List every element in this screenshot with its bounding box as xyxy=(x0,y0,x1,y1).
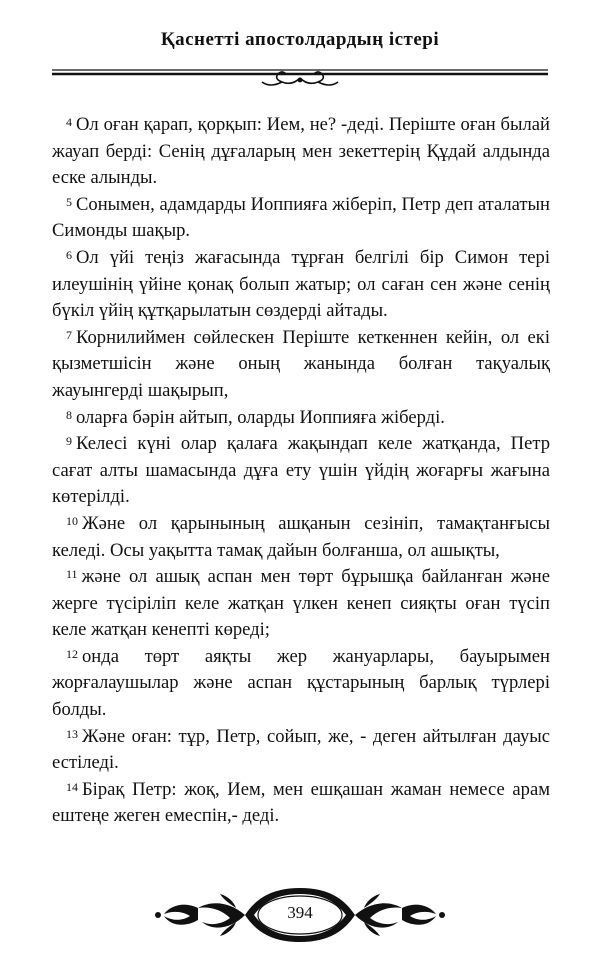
page-number: 394 xyxy=(287,903,313,922)
verse xyxy=(52,644,550,724)
verse-text: Бірақ Петр: жоқ, Ием, мен ешқашан жаман немесе арам ештеңе жеген емеспін,- деді. xyxy=(52,778,550,827)
verse xyxy=(52,564,550,644)
verse-number: 13 xyxy=(66,726,78,741)
verse-number: 6 xyxy=(66,247,72,262)
verse-text: және ол ашық аспан мен төрт бұрышқа байланған және жерге түсіріліп келе жатқан үлкен кенеп сияқты оған түсіп келе жатқан кенепті көреді; xyxy=(52,566,550,641)
verse-text: Ол үйі теңіз жағасында тұрған белгілі бір Симон тері илеушінің үйіне қонақ болып жатыр; ол саған сен және сенің бүкіл үйің құтқарылатын сөздерді айтады. xyxy=(52,246,550,322)
verse-number: 11 xyxy=(66,567,78,582)
verse-number: 5 xyxy=(66,194,72,209)
verse-number: 12 xyxy=(66,646,78,661)
verse-list xyxy=(52,112,550,830)
verse xyxy=(52,112,550,192)
verse-text: Сонымен, адамдарды Иоппияға жіберіп, Петр деп аталатын Симонды шақыр. xyxy=(52,193,550,242)
verse-text: Және ол қарынының ашқанын сезініп, тамақтанғысы келеді. Осы уақытта тамақ дайын болғанша, ол ашықты, xyxy=(52,512,550,561)
verse xyxy=(52,431,550,511)
verse-text: Ол оған қарап, қорқып: Ием, не? -деді. Періште оған былай жауап берді: Сенің дұғаларың мен зекеттерің Құдай алдында еске алынды. xyxy=(52,114,550,189)
verse-number: 14 xyxy=(66,779,78,794)
running-title: Қаснетті апостолдардың істері xyxy=(160,29,440,50)
verse-number: 8 xyxy=(66,407,72,422)
verse xyxy=(52,405,550,432)
verse xyxy=(52,777,550,830)
verse-number: 10 xyxy=(66,513,78,528)
verse-number: 4 xyxy=(66,115,72,129)
verse-number: 9 xyxy=(66,434,72,449)
verse-text: Келесі күні олар қалаға жақындап келе жатқанда, Петр сағат алты шамасында дұға ету үшін үйдің жоғарғы жағына көтерілді. xyxy=(52,433,550,508)
verse xyxy=(52,511,550,564)
verse-number: 7 xyxy=(66,327,72,342)
verse-text: Және оған: тұр, Петр, сойып, же, - деген айтылған дауыс естіледі. xyxy=(52,725,550,774)
verse xyxy=(52,325,550,405)
header-divider-ornament-icon xyxy=(0,64,600,94)
verse-text: оларға бәрін айтып, оларды Иоппияға жіберді. xyxy=(76,406,445,428)
verse xyxy=(52,724,550,777)
verse xyxy=(52,245,550,325)
verse xyxy=(52,192,550,245)
verse-text: онда төрт аяқты жер жануарлары, бауырымен жорғалаушылар және аспан құстарының барлық түрлері болды. xyxy=(52,645,550,721)
verse-text: Корнилиймен сөйлескен Періште кеткеннен кейін, ол екі қызметшісін және оның жанында болған тақуалық жауынгерді шақырып, xyxy=(52,326,550,401)
